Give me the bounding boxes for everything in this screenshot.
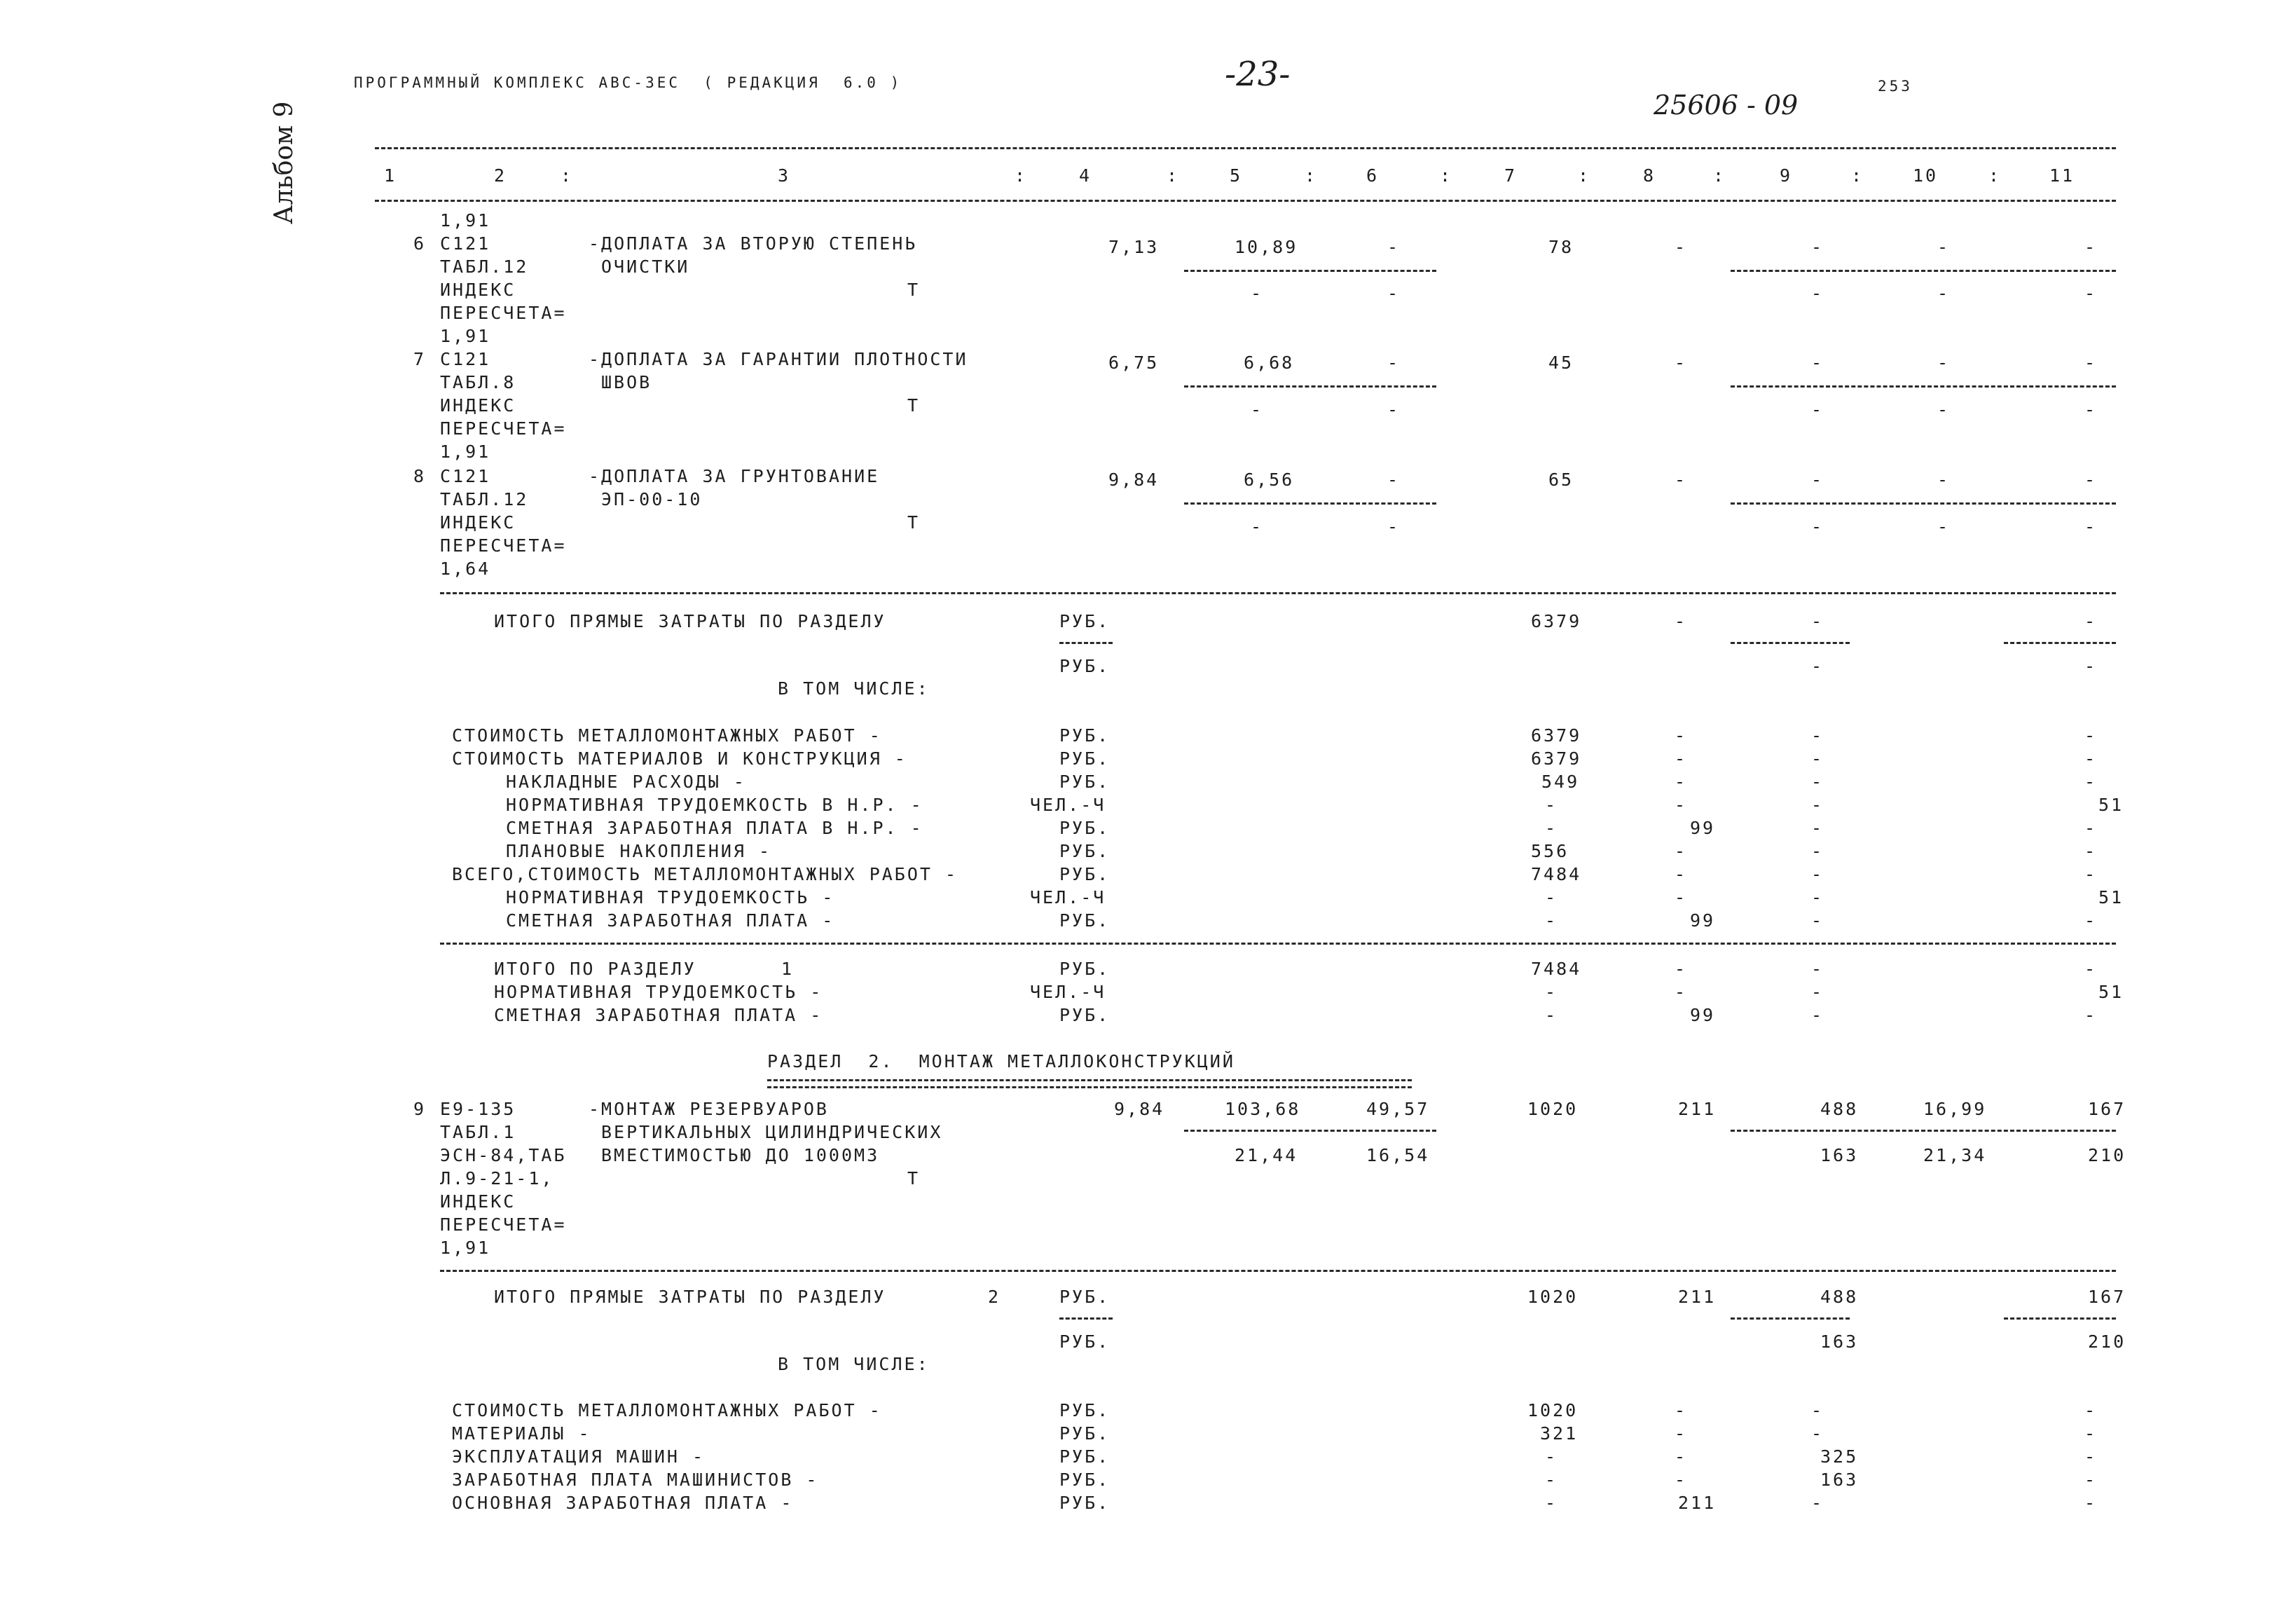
- work-name: -ДОПЛАТА ЗА ВТОРУЮ СТЕПЕНЬ: [589, 233, 918, 254]
- unit-t: Т: [907, 280, 921, 300]
- row-code: С121: [440, 466, 491, 486]
- row-ref: ТАБЛ.1: [440, 1122, 516, 1142]
- direct-costs-value: 6379: [1531, 611, 1582, 631]
- work-name-cont: ЭП-00-10: [601, 489, 703, 509]
- col-5: 5: [1230, 165, 1243, 186]
- program-title: ПРОГРАММНЫЙ КОМПЛЕКС АВС-ЗЕС ( РЕДАКЦИЯ 6.0 ): [354, 74, 902, 91]
- cell-col5: 6,68: [1244, 352, 1295, 373]
- direct-costs-label: ИТОГО ПРЯМЫЕ ЗАТРАТЫ ПО РАЗДЕЛУ: [494, 611, 886, 631]
- cell-col5: 103,68: [1225, 1099, 1301, 1119]
- section2-heading: РАЗДЕЛ 2. МОНТАЖ МЕТАЛЛОКОНСТРУКЦИЙ: [767, 1051, 1235, 1071]
- cell-col7: 78: [1548, 237, 1574, 257]
- direct-costs-label: ИТОГО ПРЯМЫЕ ЗАТРАТЫ ПО РАЗДЕЛУ: [494, 1287, 886, 1307]
- cell-col7: 45: [1548, 352, 1574, 373]
- col-1: 1: [384, 165, 397, 186]
- col-9: 9: [1780, 165, 1793, 186]
- recalc-factor: 1,91: [440, 441, 491, 462]
- direct-costs-value: 1020: [1527, 1287, 1579, 1307]
- recalc-label: ПЕРЕСЧЕТА=: [440, 303, 567, 323]
- cell-col8: 211: [1678, 1099, 1717, 1119]
- cell-col10: 16,99: [1923, 1099, 1987, 1119]
- row-ref: ТАБЛ.12: [440, 256, 529, 277]
- recalc-label: ПЕРЕСЧЕТА=: [440, 418, 567, 439]
- recalc-factor: 1,91: [440, 1238, 491, 1258]
- index-label: ИНДЕКС: [440, 280, 516, 300]
- row-ref: ТАБЛ.12: [440, 489, 529, 509]
- document-code: 25606 - 09: [1654, 90, 1799, 121]
- scanned-estimate-page: ПРОГРАММНЫЙ КОМПЛЕКС АВС-ЗЕС ( РЕДАКЦИЯ 6.0 ) -23- 25606 - 09 253 Альбом 9 1 2 3 4 5 6 7 8 9 10 11 : : : : : : : : : 1,91 6 С121 ТАБЛ.12 ИНДЕКС ПЕРЕСЧЕТА= 1,91 -ДОПЛАТА ЗА ВТОРУЮ СТЕПЕНЬ ОЧИСТКИ Т 7,13 10,89 - 78 - - - - - - - - - 7 С121 ТАБЛ.8 ИНДЕКС ПЕРЕСЧЕТА= 1,91 -ДОПЛАТА ЗА ГАРАНТИИ ПЛОТНОСТИ ШВОВ Т 6,75 6,68 - 45 - - - - - - - - - 8 С121 ТАБЛ.12 ИНДЕКС ПЕРЕСЧЕТА= 1,64 -ДОПЛАТА ЗА ГРУНТОВАНИЕ ЭП-00-10 Т 9,84 6,56 - 65 - - - - - - - - - ИТОГО ПРЯМЫЕ ЗАТРАТЫ ПО РАЗДЕЛУ РУБ. 6379 - - - РУБ. - - В ТОМ ЧИСЛЕ: СТОИМОСТЬ МЕТАЛЛОМОНТАЖНЫХ РАБОТ - СТОИМОСТЬ МАТЕРИАЛОВ И КОНСТРУКЦИЯ - НАКЛАДНЫЕ РАСХОДЫ - НОРМАТИВНАЯ ТРУДОЕМКОСТЬ В Н.Р. - СМЕТНАЯ ЗАРАБОТНАЯ ПЛАТА В Н.Р. - ПЛАНОВЫЕ НАКОПЛЕНИЯ - ВСЕГО,СТОИМОСТЬ МЕТАЛЛОМОНТАЖНЫХ РАБОТ - НОРМАТИВНАЯ ТРУДОЕМКОСТЬ - СМЕТНАЯ ЗАРАБОТНАЯ ПЛАТА - РУБ. РУБ. РУБ. ЧЕЛ.-Ч РУБ. РУБ. РУБ. ЧЕЛ.-Ч РУБ. 6379 6379 549 - - 556 7484 - - - - - - 99 - - - 99 - - - - - - - - - - - - 51 - - - 51 - ИТОГО ПО РАЗДЕЛУ 1 НОРМАТИВНАЯ ТРУДОЕМКОСТЬ - СМЕТНАЯ ЗАРАБОТНАЯ ПЛАТА - РУБ. ЧЕЛ.-Ч РУБ. 7484 - - - - 99 - - - - 51 - РАЗДЕЛ 2. МОНТАЖ МЕТАЛЛОКОНСТРУКЦИЙ 9 Е9-135 ТАБЛ.1 ЭСН-84,ТАБ Л.9-21-1, ИНДЕКС ПЕРЕСЧЕТА= 1,91 -МОНТАЖ РЕЗЕРВУАРОВ ВЕРТИКАЛЬНЫХ ЦИЛИНДРИЧЕСКИХ ВМЕСТИМОСТЬЮ ДО 1000М3 Т 9,84 103,68 49,57 1020 211 488 16,99 167 21,44 16,54 163 21,34 210 ИТОГО ПРЯМЫЕ ЗАТРАТЫ ПО РАЗДЕЛУ 2 РУБ. 1020 211 488 167 РУБ. 163 210 В ТОМ ЧИСЛЕ: СТОИМОСТЬ МЕТАЛЛОМОНТАЖНЫХ РАБОТ - МАТЕРИАЛЫ - ЭКСПЛУАТАЦИЯ МАШИН - ЗАРАБОТНАЯ ПЛАТА МАШИНИСТОВ - ОСНОВНАЯ ЗАРАБОТНАЯ ПЛАТА - РУБ. РУБ. РУБ. РУБ. РУБ. 1020 321 - - - - - - - 211 - - 325 163 - - - - - -: [270, 55, 2126, 1513]
- cell-col6: 49,57: [1366, 1099, 1430, 1119]
- col-8: 8: [1643, 165, 1656, 186]
- header-rule-top: [375, 147, 2116, 149]
- unit-t: Т: [907, 395, 921, 416]
- row-number: 6: [413, 233, 427, 254]
- recalc-label: ПЕРЕСЧЕТА=: [440, 1214, 567, 1235]
- work-name: -ДОПЛАТА ЗА ГАРАНТИИ ПЛОТНОСТИ: [589, 349, 968, 369]
- page-number: -23-: [1225, 55, 1291, 94]
- section-total-value: 7484: [1531, 959, 1582, 979]
- album-label: Альбом 9: [270, 101, 298, 224]
- row-code: С121: [440, 349, 491, 369]
- col-10: 10: [1913, 165, 1939, 186]
- recalc-factor: 1,64: [440, 559, 491, 579]
- cell-col7: 1020: [1527, 1099, 1579, 1119]
- unit-t: Т: [907, 1168, 921, 1189]
- col-3: 3: [778, 165, 791, 186]
- row-number: 9: [413, 1099, 427, 1119]
- row-number: 8: [413, 466, 427, 486]
- recalc-factor: 1,91: [440, 326, 491, 346]
- recalc-label: ПЕРЕСЧЕТА=: [440, 535, 567, 556]
- in-that-label: В ТОМ ЧИСЛЕ:: [778, 1354, 930, 1374]
- index-label: ИНДЕКС: [440, 512, 516, 533]
- section-total-label: ИТОГО ПО РАЗДЕЛУ: [494, 959, 696, 979]
- section-total-number: 1: [781, 959, 795, 979]
- cell-col11: 167: [2088, 1099, 2126, 1119]
- row-number: 7: [413, 349, 427, 369]
- index-label: ИНДЕКС: [440, 1191, 516, 1212]
- col-11: 11: [2049, 165, 2075, 186]
- cell-col4: 7,13: [1108, 237, 1160, 257]
- index-label: ИНДЕКС: [440, 395, 516, 416]
- col-2: 2: [494, 165, 507, 186]
- row-code: С121: [440, 233, 491, 254]
- cell-col7: 65: [1548, 470, 1574, 490]
- row-code: Е9-135: [440, 1099, 516, 1119]
- carry-factor: 1,91: [440, 210, 491, 231]
- work-name-cont: ШВОВ: [601, 372, 652, 392]
- cell-col5: 6,56: [1244, 470, 1295, 490]
- header-rule-bottom: [375, 200, 2116, 202]
- col-6: 6: [1366, 165, 1380, 186]
- cell-col4: 9,84: [1108, 470, 1160, 490]
- in-that-label: В ТОМ ЧИСЛЕ:: [778, 678, 930, 699]
- col-4: 4: [1079, 165, 1092, 186]
- work-name: -МОНТАЖ РЕЗЕРВУАРОВ: [589, 1099, 829, 1119]
- unit-t: Т: [907, 512, 921, 533]
- work-name-cont: ОЧИСТКИ: [601, 256, 690, 277]
- cell-col9: 488: [1820, 1099, 1859, 1119]
- row-ref: ТАБЛ.8: [440, 372, 516, 392]
- col-7: 7: [1504, 165, 1518, 186]
- sheet-number: 253: [1878, 78, 1913, 95]
- work-name: -ДОПЛАТА ЗА ГРУНТОВАНИЕ: [589, 466, 880, 486]
- cell-col5: 10,89: [1235, 237, 1298, 257]
- cell-col4: 9,84: [1114, 1099, 1165, 1119]
- cell-col4: 6,75: [1108, 352, 1160, 373]
